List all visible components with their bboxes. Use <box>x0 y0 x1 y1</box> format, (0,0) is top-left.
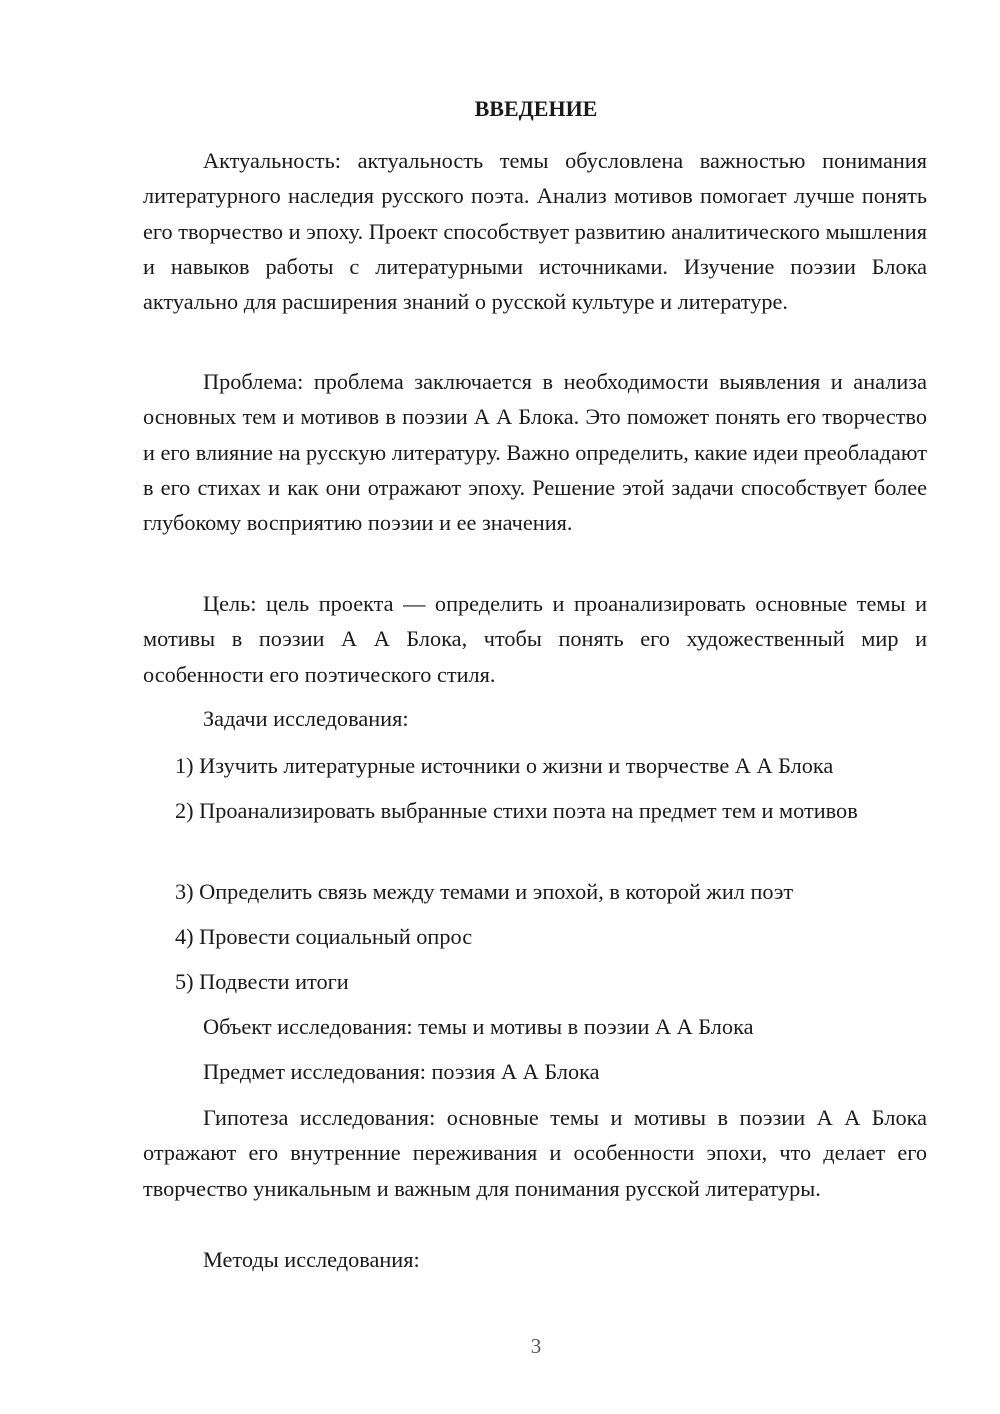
goal-paragraph: Цель: цель проекта — определить и проанализировать основные темы и мотивы в поэзии А А Блока, чтобы понять его художественный мир и особенности его поэтического стиля. <box>143 591 927 687</box>
task-item: 1) Изучить литературные источники о жизни и творчестве А А Блока <box>175 753 834 778</box>
methods-heading: Методы исследования: <box>203 1247 420 1272</box>
task-item: 4) Провести социальный опрос <box>175 924 473 949</box>
section-title: ВВЕДЕНИЕ <box>474 96 598 121</box>
relevance-paragraph: Актуальность: актуальность темы обусловлена важностью понимания литературного наследия русского поэта. Анализ мотивов помогает лучше понять его творчество и эпоху. Проект способствует развитию аналитического мышления и навыков работы с литературными источниками. Изучение поэзии Блока актуально для расширения знаний о русской культуре и литературе. <box>143 148 927 315</box>
tasks-heading: Задачи исследования: <box>203 706 409 731</box>
subject-paragraph: Предмет исследования: поэзия А А Блока <box>203 1059 600 1084</box>
task-item: 3) Определить связь между темами и эпохой, в которой жил поэт <box>175 879 794 904</box>
object-paragraph: Объект исследования: темы и мотивы в поэзии А А Блока <box>203 1014 754 1039</box>
hypothesis-paragraph: Гипотеза исследования: основные темы и мотивы в поэзии А А Блока отражают его внутренние переживания и особенности эпохи, что делает его творчество уникальным и важным для понимания русской литературы. <box>143 1105 927 1201</box>
page-number: 3 <box>530 1334 542 1358</box>
task-item: 2) Проанализировать выбранные стихи поэта на предмет тем и мотивов <box>175 798 858 823</box>
problem-paragraph: Проблема: проблема заключается в необходимости выявления и анализа основных тем и мотивов в поэзии А А Блока. Это поможет понять его творчество и его влияние на русскую литературу. Важно определить, какие идеи преобладают в его стихах и как они отражают эпоху. Решение этой задачи способствует более глубокому восприятию поэзии и ее значения. <box>143 369 927 536</box>
task-item: 5) Подвести итоги <box>175 969 349 994</box>
